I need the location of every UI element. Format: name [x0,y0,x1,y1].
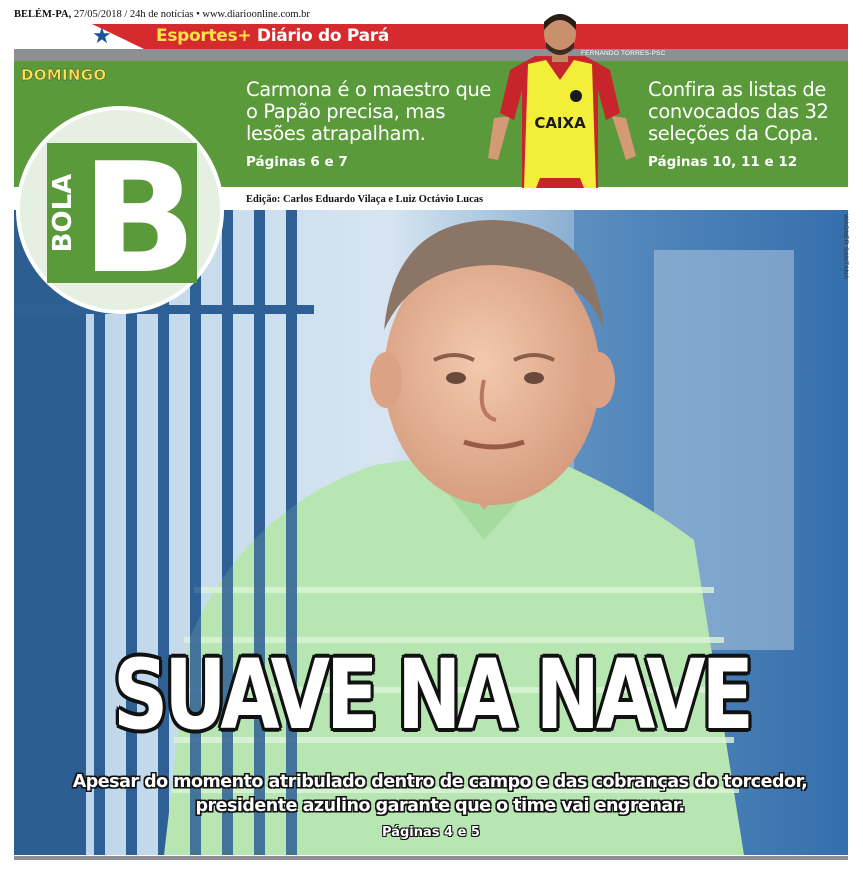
photo-credit-top: FERNANDO TORRES-PSC [581,50,666,57]
logo-letter: B [81,130,197,307]
teaser-pages: Páginas 6 e 7 [246,154,348,170]
photo-credit-side: WAGNER SANTANA [842,214,849,280]
section-brand: Esportes+ [156,26,252,46]
player-photo [480,8,640,188]
deck: Apesar do momento atribulado dentro de campo e das cobranças do torcedor, presidente azulino garante que o time vai engrenar. [72,772,808,816]
teaser-copa[interactable] [648,79,848,173]
jersey-sponsor: CAIXA [534,114,586,132]
headline: SUAVE NA NAVE [112,639,751,751]
flag-wedge [14,24,144,49]
grey-band [14,49,848,61]
editors-credit: Edição: Carlos Eduardo Vilaça e Luiz Octávio Lucas [246,194,484,205]
day-label: DOMINGO [21,66,107,84]
logo-word: BOLA [48,173,78,253]
star-icon: ★ [92,23,112,48]
section-band [14,24,848,49]
section-title [156,26,389,46]
dateline-rest: / 24h de notícias • www.diarioonline.com.br [124,9,310,20]
teaser-pages: Páginas 10, 11 e 12 [648,154,798,170]
section-paper: Diário do Pará [256,26,390,46]
teaser-text: Confira as listas de convocados das 32 seleções da Copa. [648,78,829,145]
teaser-text: Carmona é o maestro que o Papão precisa, mas lesões atrapalham. [246,78,491,145]
bottom-rule [14,856,848,860]
dateline [14,9,310,20]
dateline-place: BELÉM-PA, [14,9,72,20]
deck-pages[interactable]: Páginas 4 e 5 [382,825,480,840]
teaser-carmona[interactable] [246,79,496,173]
dateline-date: 27/05/2018 [73,9,122,20]
bola-logo [13,103,227,317]
